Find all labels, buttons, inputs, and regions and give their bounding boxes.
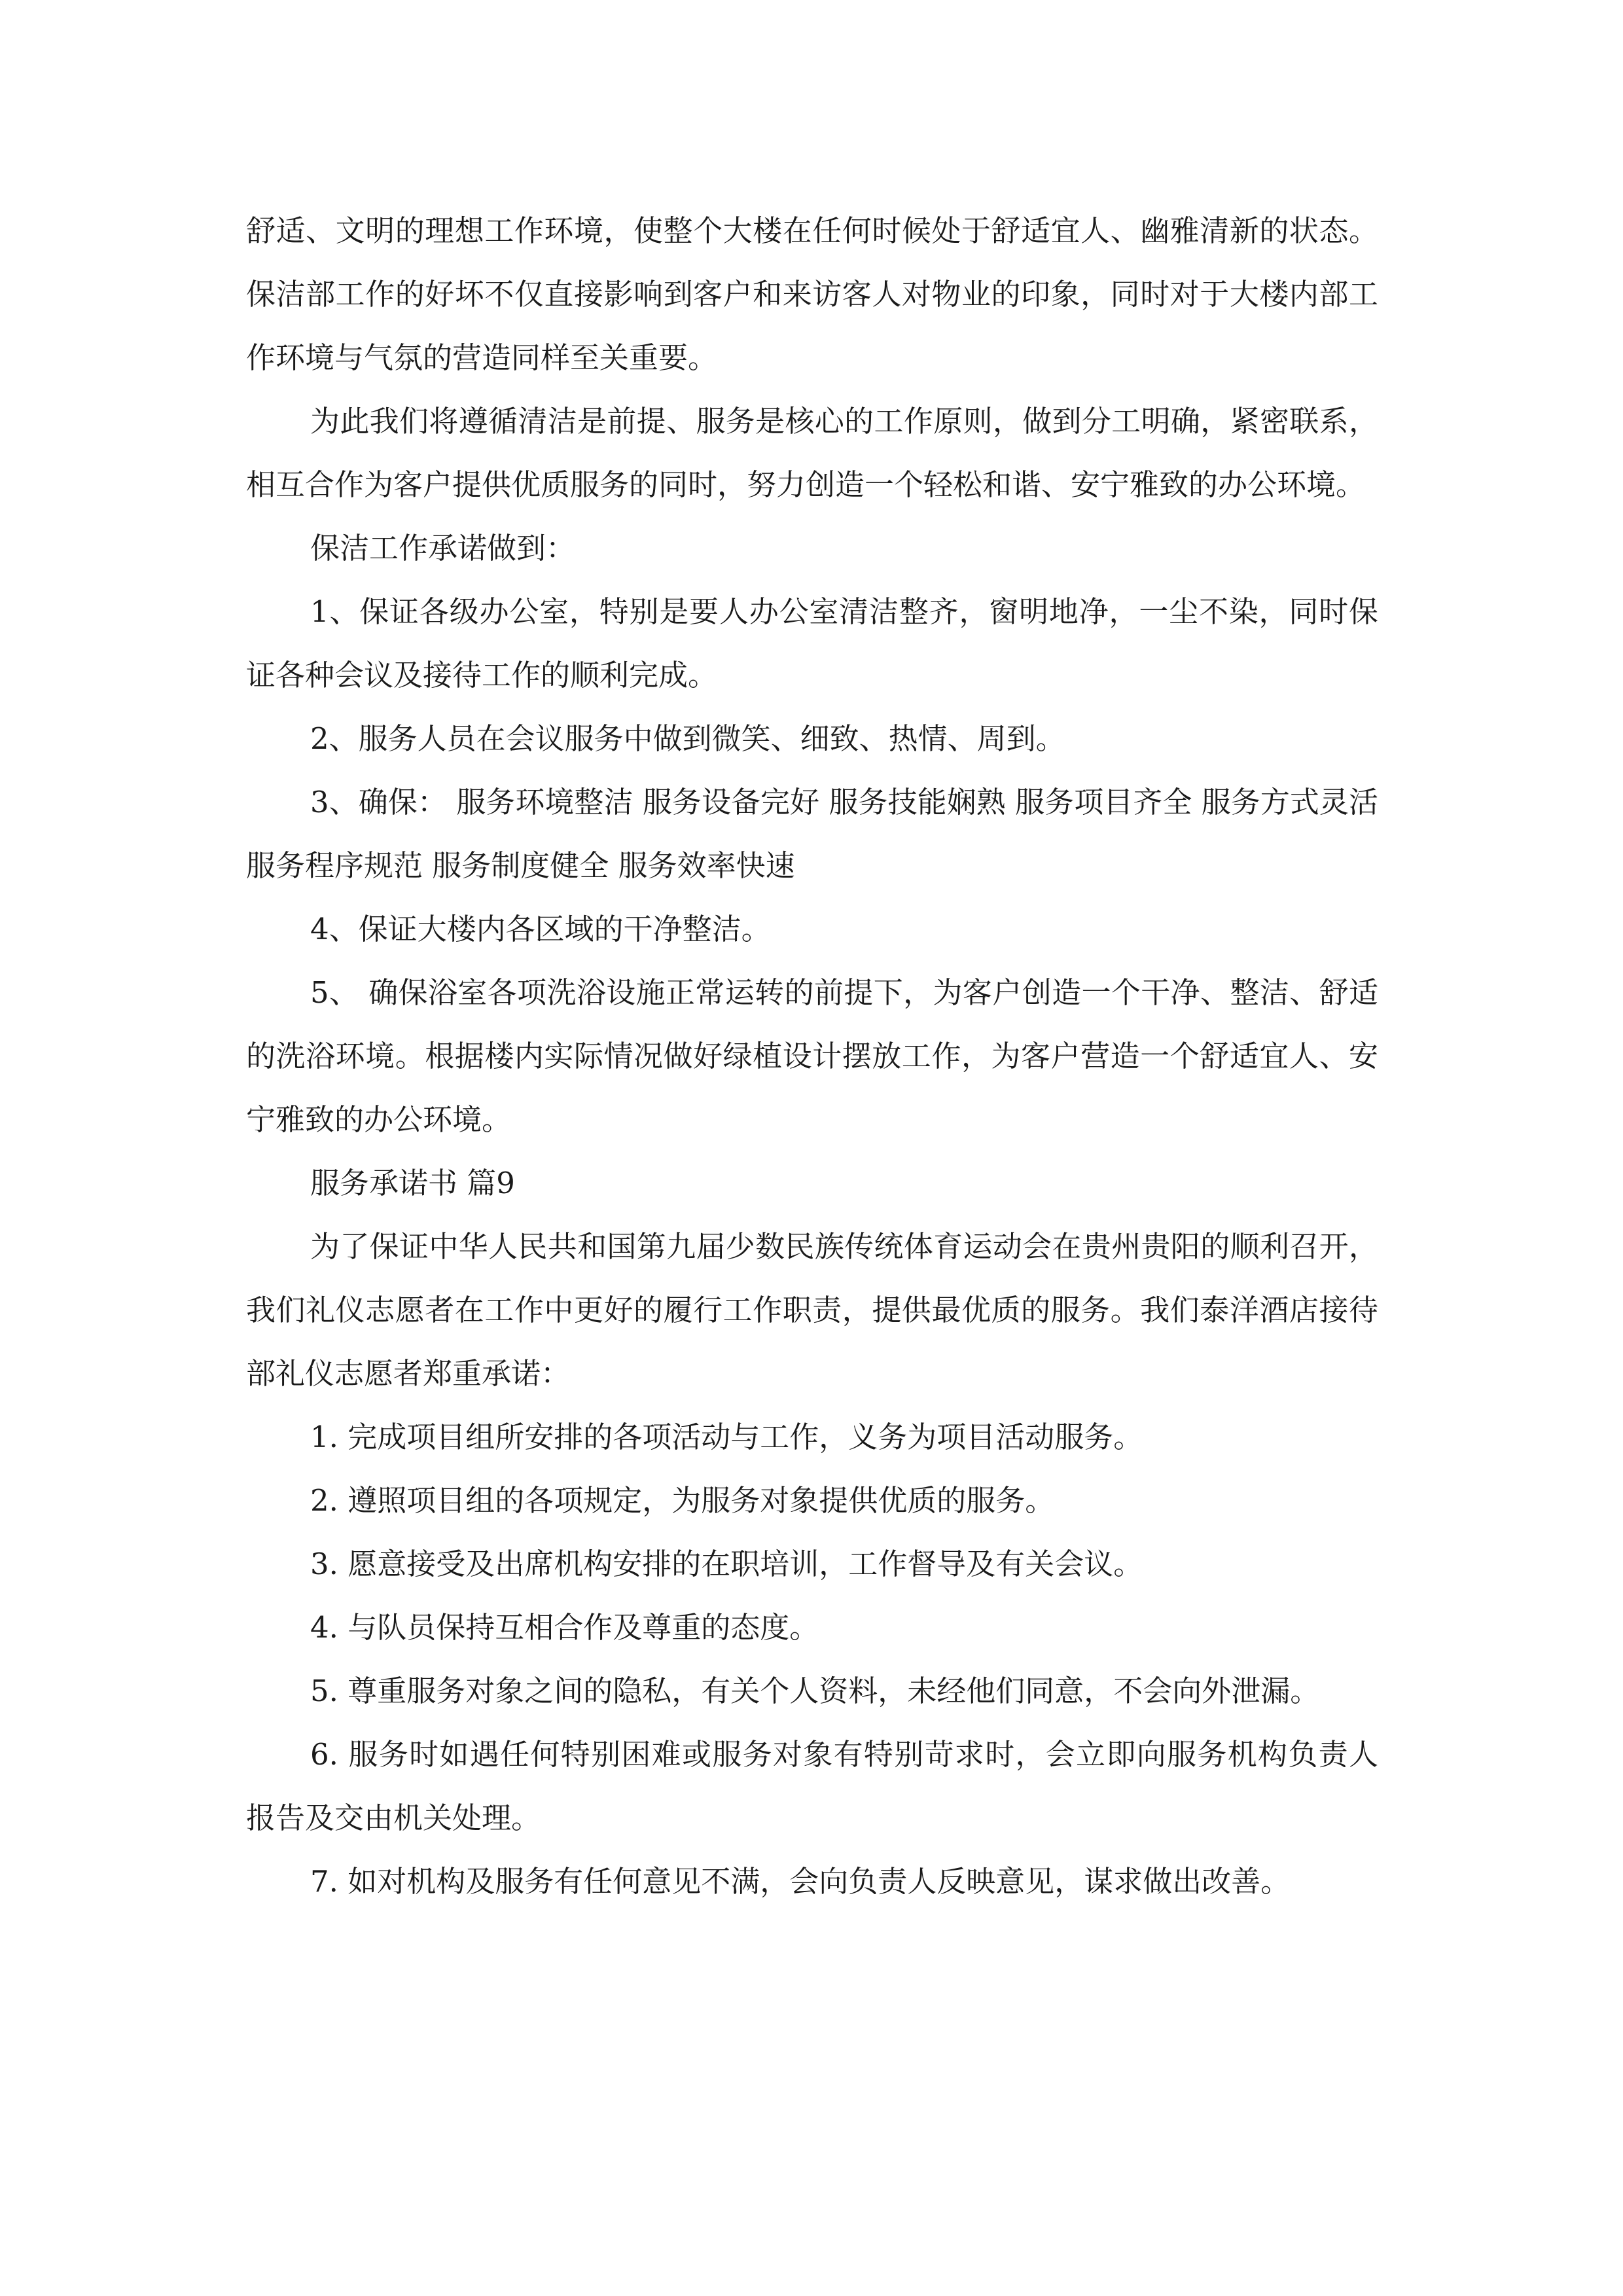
list-item-2: 2、服务人员在会议服务中做到微笑、细致、热情、周到。 xyxy=(310,721,1065,756)
pledge-item-2: 2. 遵照项目组的各项规定，为服务对象提供优质的服务。 xyxy=(310,1483,1055,1518)
list-item-5: 5、 确保浴室各项洗浴设施正常运转的前提下，为客户创造一个干净、整洁、舒适的洗浴环境。根据楼内实际情况做好绿植设计摆放工作，为客户营造一个舒适宜人、安宁雅致的办公环境。 xyxy=(246,975,1378,1137)
paragraph-principles: 为此我们将遵循清洁是前提、服务是核心的工作原则，做到分工明确，紧密联系，相互合作为客户提供优质服务的同时，努力创造一个轻松和谐、安宁雅致的办公环境。 xyxy=(246,404,1378,502)
pledge-item-3: 3. 愿意接受及出席机构安排的在职培训，工作督导及有关会议。 xyxy=(310,1547,1143,1581)
list-item-4: 4、保证大楼内各区域的干净整洁。 xyxy=(310,912,771,946)
paragraph-intro-volunteers: 为了保证中华人民共和国第九届少数民族传统体育运动会在贵州贵阳的顺利召开，我们礼仪志愿者在工作中更好的履行工作职责，提供最优质的服务。我们泰洋酒店接待部礼仪志愿者郑重承诺： xyxy=(246,1229,1378,1391)
pledge-item-5: 5. 尊重服务对象之间的隐私，有关个人资料，未经他们同意，不会向外泄漏。 xyxy=(310,1674,1320,1708)
pledge-item-1: 1. 完成项目组所安排的各项活动与工作，义务为项目活动服务。 xyxy=(310,1420,1143,1454)
paragraph-cleaning-commitment-heading: 保洁工作承诺做到： xyxy=(310,531,576,565)
section-title: 服务承诺书 篇9 xyxy=(310,1166,515,1200)
pledge-item-7: 7. 如对机构及服务有任何意见不满，会向负责人反映意见，谋求做出改善。 xyxy=(310,1864,1291,1899)
list-item-3: 3、确保： 服务环境整洁 服务设备完好 服务技能娴熟 服务项目齐全 服务方式灵活 服务程序规范 服务制度健全 服务效率快速 xyxy=(246,785,1378,883)
pledge-item-4: 4. 与队员保持互相合作及尊重的态度。 xyxy=(310,1610,819,1645)
paragraph-continuation: 舒适、文明的理想工作环境，使整个大楼在任何时候处于舒适宜人、幽雅清新的状态。保洁部工作的好坏不仅直接影响到客户和来访客人对物业的印象，同时对于大楼内部工作环境与气氛的营造同样至关重要。 xyxy=(246,213,1378,375)
document-body xyxy=(246,199,1378,1913)
pledge-item-6: 6. 服务时如遇任何特别困难或服务对象有特别苛求时，会立即向服务机构负责人报告及交由机关处理。 xyxy=(246,1737,1378,1835)
list-item-1: 1、保证各级办公室，特别是要人办公室清洁整齐，窗明地净，一尘不染，同时保证各种会议及接待工作的顺利完成。 xyxy=(246,594,1378,692)
